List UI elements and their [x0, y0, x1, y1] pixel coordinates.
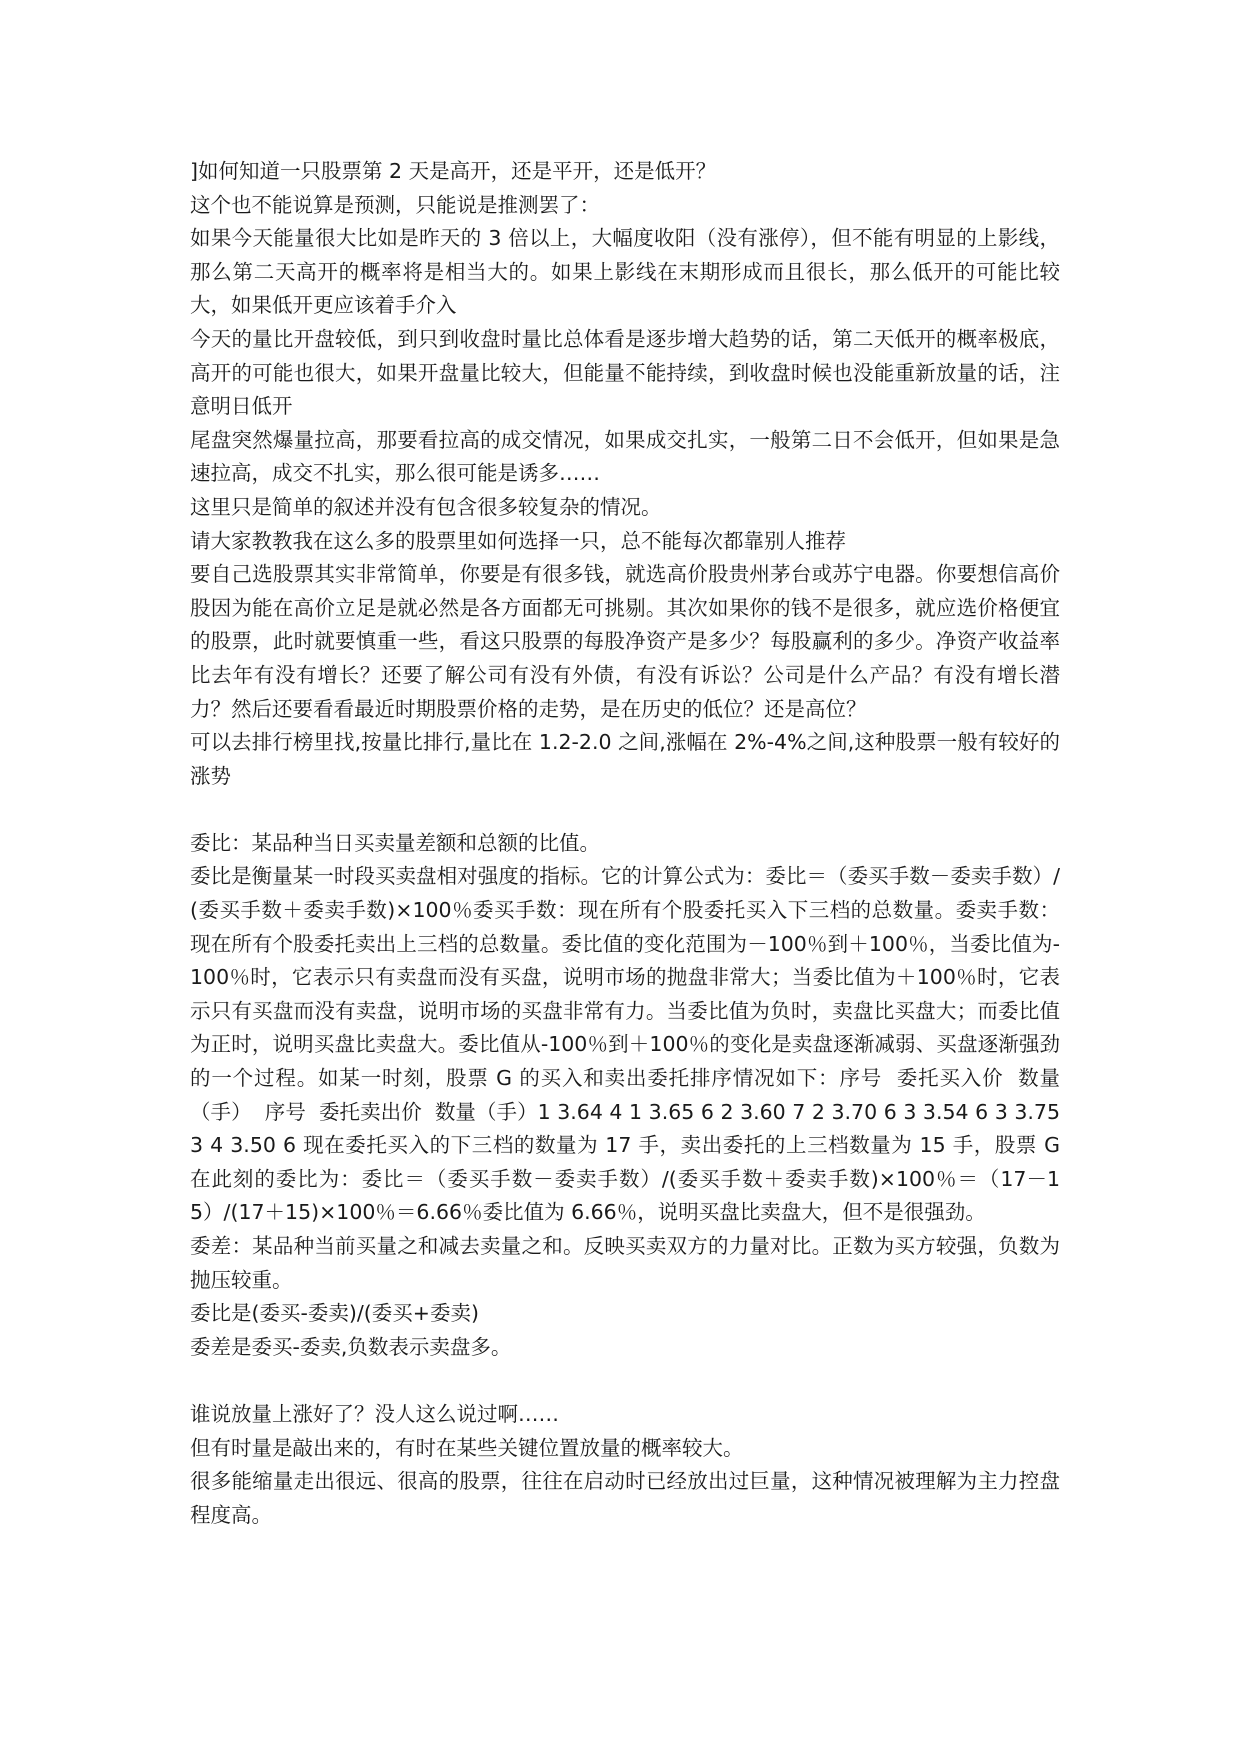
paragraph-weicha-short: 委差是委买-委卖,负数表示卖盘多。 [190, 1334, 512, 1359]
paragraph-high-open: 如果今天能量很大比如是昨天的 3 倍以上，大幅度收阳（没有涨停），但不能有明显的上影线，那么第二天高开的概率将是相当大的。如果上影线在末期形成而且很长，那么低开的可能比较大，如果低开更应该着手介入 [190, 226, 1060, 318]
paragraph-volume-question: 谁说放量上涨好了？没人这么说过啊…… [190, 1401, 559, 1426]
blank-line [190, 793, 1060, 827]
paragraph-tail-volume: 尾盘突然爆量拉高，那要看拉高的成交情况，如果成交扎实，一般第二日不会低开，但如果是急速拉高，成交不扎实，那么很可能是诱多…… [190, 427, 1060, 486]
paragraph-weicha-definition: 委差：某品种当前买量之和减去卖量之和。反映买卖双方的力量对比。正数为买方较强，负数为抛压较重。 [190, 1234, 1060, 1292]
blank-line [190, 1364, 1060, 1398]
document-body [190, 155, 1067, 1532]
paragraph-volume-control: 很多能缩量走出很远、很高的股票，往往在启动时已经放出过巨量，这种情况被理解为主力控盘程度高。 [190, 1469, 1060, 1527]
paragraph-weibi-short: 委比是(委买-委卖)/(委买+委卖) [190, 1301, 479, 1326]
paragraph-ranking: 可以去排行榜里找,按量比排行,量比在 1.2-2.0 之间,涨幅在 2%-4%之间,这种股票一般有较好的涨势 [190, 730, 1060, 788]
paragraph-weibi-formula: 委比是衡量某一时段买卖盘相对强度的指标。它的计算公式为：委比＝（委买手数－委卖手数）/(委买手数＋委卖手数)×100％委买手数：现在所有个股委托买入下三档的总数量。委卖手数：现在所有个股委托卖出上三档的总数量。委比值的变化范围为－100％到＋100％，当委比值为-100％时，它表示只有卖盘而没有买盘，说明市场的抛盘非常大；当委比值为＋100％时，它表示只有买盘而没有卖盘，说明市场的买盘非常有力。当委比值为负时，卖盘比买盘大；而委比值为正时，说明买盘比卖盘大。委比值从-100％到＋100％的变化是卖盘逐渐减弱、买盘逐渐强劲的一个过程。如某一时刻，股票 G 的买入和卖出委托排序情况如下：序号 委托买入价 数量（手） 序号 委托卖出价 数量（手）1 3.64 4 1 3.65 6 2 3.60 7 2 3.70 6 3 3.54 6 3 3.75 3 4 3.50 6 现在委托买入的下三档的数量为 17 手，卖出委托的上三档数量为 15 手，股票 G 在此刻的委比为：委比＝（委买手数－委卖手数）/(委买手数＋委卖手数)×100％＝（17－15）/(17＋15)×100％＝6.66％委比值为 6.66％，说明买盘比卖盘大，但不是很强劲。 [190, 864, 1067, 1225]
paragraph-weibi-definition: 委比：某品种当日买卖量差额和总额的比值。 [190, 830, 600, 855]
paragraph-intro: 这个也不能说算是预测，只能说是推测罢了： [190, 192, 600, 217]
paragraph-note: 这里只是简单的叙述并没有包含很多较复杂的情况。 [190, 494, 662, 519]
paragraph-volume-ratio: 今天的量比开盘较低，到只到收盘时量比总体看是逐步增大趋势的话，第二天低开的概率极底，高开的可能也很大，如果开盘量比较大，但能量不能持续，到收盘时候也没能重新放量的话，注意明日低开 [190, 326, 1060, 419]
paragraph-question-select: 请大家教教我在这么多的股票里如何选择一只，总不能每次都靠别人推荐 [190, 528, 846, 553]
paragraph-question-gap: ]如何知道一只股票第 2 天是高开，还是平开，还是低开？ [190, 159, 717, 183]
paragraph-select-answer: 要自己选股票其实非常简单，你要是有很多钱，就选高价股贵州茅台或苏宁电器。你要想信高价股因为能在高价立足是就必然是各方面都无可挑剔。其次如果你的钱不是很多，就应选价格便宜的股票，此时就要慎重一些，看这只股票的每股净资产是多少？每股赢利的多少。净资产收益率比去年有没有增长？还要了解公司有没有外债，有没有诉讼？公司是什么产品？有没有增长潜力？然后还要看看最近时期股票价格的走势，是在历史的低位？还是高位？ [190, 562, 1060, 721]
paragraph-volume-key: 但有时量是敲出来的，有时在某些关键位置放量的概率较大。 [190, 1435, 744, 1460]
